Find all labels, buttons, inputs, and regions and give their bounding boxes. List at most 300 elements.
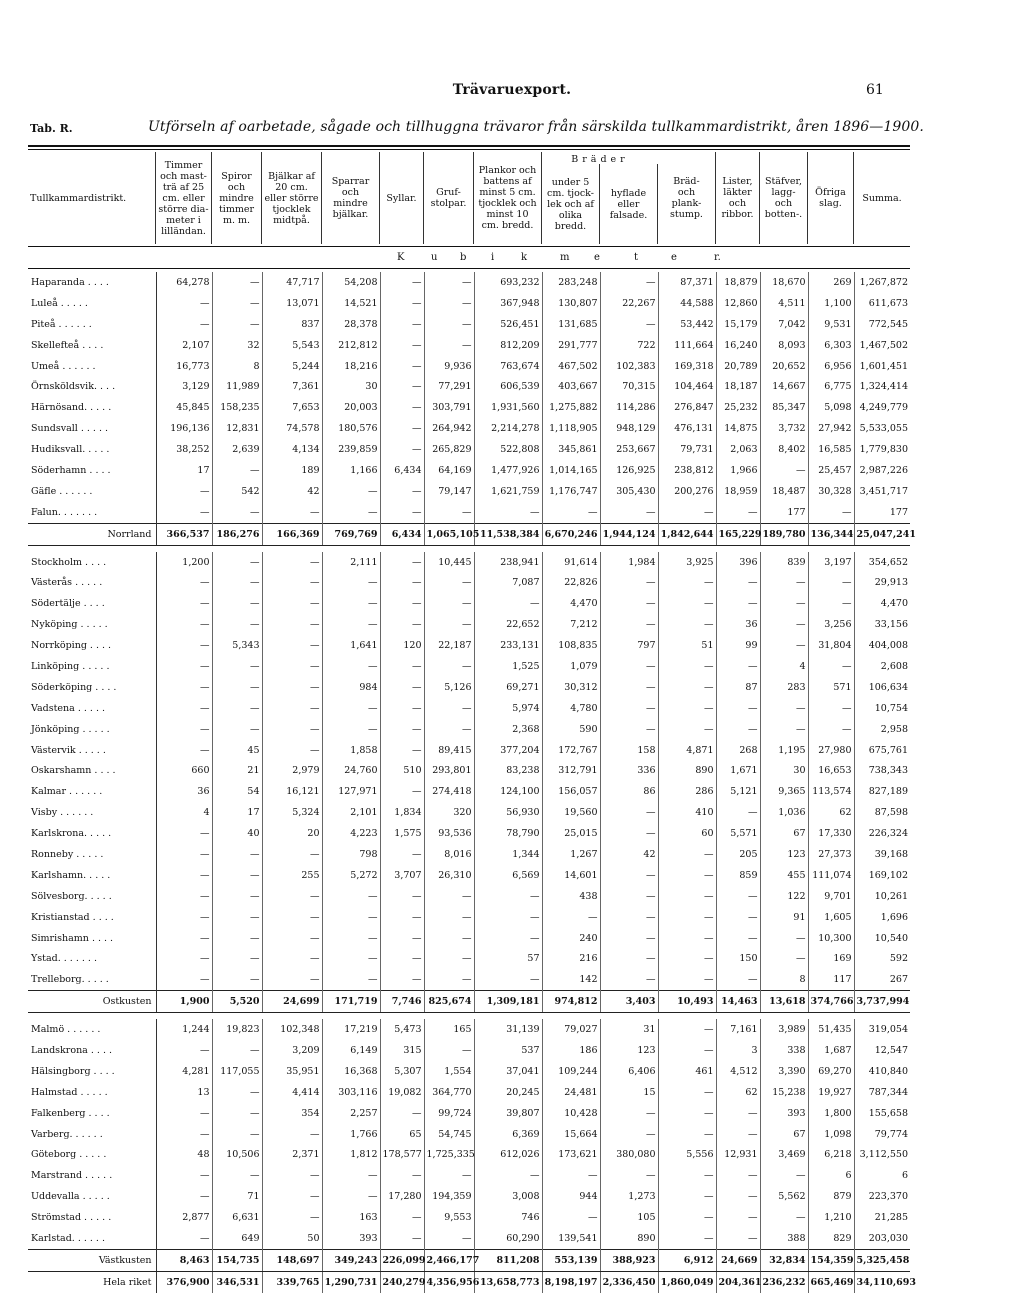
table-cell: — xyxy=(212,677,262,698)
table-cell: — xyxy=(156,865,212,886)
district-name: Kristianstad . . . . xyxy=(28,907,156,928)
table-cell: 274,418 xyxy=(424,781,474,802)
table-cell: 10,493 xyxy=(658,991,716,1013)
table-cell: 6,303 xyxy=(808,335,854,356)
col-header-spiror: Spiror och mindre timmer m. m. xyxy=(212,152,262,244)
table-cell: 16,368 xyxy=(322,1061,380,1082)
table-cell: 180,576 xyxy=(322,418,380,439)
table-cell: — xyxy=(262,844,322,865)
table-cell: 5,098 xyxy=(808,397,854,418)
table-cell: — xyxy=(156,928,212,949)
table-cell: 17,219 xyxy=(322,1019,380,1040)
table-cell: 2,608 xyxy=(880,660,908,672)
table-cell: 177 xyxy=(760,502,808,523)
subtotal-row xyxy=(28,523,910,545)
table-cell: — xyxy=(322,698,380,719)
table-cell: 267 xyxy=(889,974,908,986)
table-cell: — xyxy=(716,1165,760,1186)
table-cell: 238,812 xyxy=(658,460,716,481)
table-cell: 238,941 xyxy=(474,552,542,573)
table-cell: 315 xyxy=(380,1040,424,1061)
table-cell: 19,823 xyxy=(212,1019,262,1040)
table-cell: 526,451 xyxy=(474,314,542,335)
table-cell: 1,766 xyxy=(322,1124,380,1145)
table-cell: 31,139 xyxy=(474,1019,542,1040)
table-cell: 8,093 xyxy=(760,335,808,356)
district-name: Härnösand. . . . . xyxy=(28,397,156,418)
table-cell: 7,087 xyxy=(474,572,542,593)
unit-letter: u xyxy=(431,252,438,263)
table-cell: 108,835 xyxy=(542,635,600,656)
table-cell: — xyxy=(658,949,716,970)
table-cell: 186,276 xyxy=(212,523,262,545)
table-cell: 722 xyxy=(600,335,658,356)
table-cell: 13,071 xyxy=(262,293,322,314)
table-cell: — xyxy=(322,502,380,523)
table-cell: 1,800 xyxy=(808,1103,854,1124)
table-cell: — xyxy=(424,886,474,907)
table-cell: 7,161 xyxy=(716,1019,760,1040)
table-cell: 1,725,335 xyxy=(424,1145,474,1166)
table-cell: 74,578 xyxy=(262,418,322,439)
table-cell: 4,470 xyxy=(880,598,908,610)
table-cell: 122 xyxy=(760,886,808,907)
table-cell: — xyxy=(212,698,262,719)
table-cell: — xyxy=(322,886,380,907)
table-row xyxy=(28,844,910,865)
district-name: Simrishamn . . . . xyxy=(28,928,156,949)
table-row xyxy=(28,314,910,335)
table-cell: 403,667 xyxy=(542,376,600,397)
table-row xyxy=(28,677,910,698)
table-cell: 203,030 xyxy=(868,1233,908,1245)
district-name: Landskrona . . . . xyxy=(28,1040,156,1061)
table-cell: 13,658,773 xyxy=(474,1271,542,1292)
table-cell: — xyxy=(424,656,474,677)
table-cell: — xyxy=(760,593,808,614)
table-cell: — xyxy=(156,907,212,928)
table-cell: 283,248 xyxy=(542,272,600,293)
table-cell: 240 xyxy=(542,928,600,949)
table-cell: 859 xyxy=(716,865,760,886)
table-cell: 738,343 xyxy=(868,765,908,777)
table-cell: 205 xyxy=(716,844,760,865)
table-cell: 16,585 xyxy=(808,439,854,460)
district-name: Kalmar . . . . . . xyxy=(28,781,156,802)
col-header-bjalkar: Bjälkar af 20 cm. eller större tjocklek midtpå. xyxy=(262,152,322,244)
table-row xyxy=(28,293,910,314)
table-cell: — xyxy=(760,572,808,593)
table-cell: — xyxy=(658,572,716,593)
table-cell: — xyxy=(380,293,424,314)
table-cell: 2,958 xyxy=(880,723,908,735)
district-name: Piteå . . . . . . xyxy=(28,314,156,335)
table-cell: — xyxy=(262,614,322,635)
table-cell: 5,571 xyxy=(716,823,760,844)
table-cell: — xyxy=(658,1082,716,1103)
table-row xyxy=(28,740,910,761)
table-cell: 142 xyxy=(542,969,600,990)
table-cell: 18,670 xyxy=(760,272,808,293)
district-name: Karlskrona. . . . . xyxy=(28,823,156,844)
district-name: Karlshamn. . . . . xyxy=(28,865,156,886)
table-cell: 5,974 xyxy=(474,698,542,719)
table-cell: — xyxy=(212,844,262,865)
table-cell: 253,667 xyxy=(600,439,658,460)
table-cell: — xyxy=(262,1207,322,1228)
table-cell: 155,658 xyxy=(868,1107,908,1119)
table-cell: 1,687 xyxy=(808,1040,854,1061)
table-cell: 9,531 xyxy=(808,314,854,335)
table-cell: 6,406 xyxy=(600,1061,658,1082)
table-cell: — xyxy=(658,1165,716,1186)
table-cell: 4,223 xyxy=(322,823,380,844)
table-cell: 510 xyxy=(380,760,424,781)
table-row xyxy=(28,698,910,719)
table-cell: 303,791 xyxy=(424,397,474,418)
col-header-sparrar: Sparrar och mindre bjälkar. xyxy=(322,152,380,244)
table-cell: 37,041 xyxy=(474,1061,542,1082)
table-cell: 212,812 xyxy=(322,335,380,356)
table-cell: — xyxy=(600,719,658,740)
table-cell: — xyxy=(380,698,424,719)
table-cell: — xyxy=(424,314,474,335)
table-cell: 171,719 xyxy=(322,991,380,1013)
table-cell: 837 xyxy=(262,314,322,335)
table-cell: — xyxy=(658,719,716,740)
table-cell: — xyxy=(600,928,658,949)
table-cell: 16,240 xyxy=(716,335,760,356)
table-cell: 12,547 xyxy=(874,1045,908,1056)
table-cell: 305,430 xyxy=(600,481,658,502)
table-cell: 109,244 xyxy=(542,1061,600,1082)
table-cell: — xyxy=(156,502,212,523)
table-cell: 156,057 xyxy=(542,781,600,802)
table-cell: — xyxy=(322,719,380,740)
table-cell: 393 xyxy=(760,1103,808,1124)
table-cell: 64,169 xyxy=(424,460,474,481)
table-cell: — xyxy=(156,481,212,502)
table-cell: 169,102 xyxy=(868,869,908,881)
table-cell: — xyxy=(658,656,716,677)
table-cell: 6,434 xyxy=(380,523,424,545)
table-cell: 91 xyxy=(760,907,808,928)
table-row xyxy=(28,439,910,460)
table-row xyxy=(28,949,910,970)
table-cell: 40 xyxy=(212,823,262,844)
table-cell: — xyxy=(262,740,322,761)
district-name: Halmstad . . . . . xyxy=(28,1082,156,1103)
table-cell: 172,767 xyxy=(542,740,600,761)
table-cell: 1,671 xyxy=(716,760,760,781)
table-cell: — xyxy=(322,614,380,635)
table-cell: 20 xyxy=(262,823,322,844)
table-cell: 34,110,693 xyxy=(854,1271,910,1292)
table-cell: 123 xyxy=(600,1040,658,1061)
table-cell: — xyxy=(658,614,716,635)
table-cell: — xyxy=(380,397,424,418)
district-name: Visby . . . . . . xyxy=(28,802,156,823)
table-cell: 15,664 xyxy=(542,1124,600,1145)
table-cell: 10,445 xyxy=(424,552,474,573)
table-cell: 769,769 xyxy=(322,523,380,545)
table-cell: 8 xyxy=(212,356,262,377)
table-cell: 3,112,550 xyxy=(859,1149,908,1161)
table-cell: — xyxy=(600,656,658,677)
table-cell: 3 xyxy=(716,1040,760,1061)
table-cell: — xyxy=(212,969,262,990)
table-cell: 18,216 xyxy=(322,356,380,377)
table-cell: — xyxy=(212,572,262,593)
table-cell: 200,276 xyxy=(658,481,716,502)
table-cell: 9,936 xyxy=(424,356,474,377)
table-cell: 10,428 xyxy=(542,1103,600,1124)
table-cell: 44,588 xyxy=(658,293,716,314)
table-row xyxy=(28,272,910,293)
table-cell: — xyxy=(262,593,322,614)
table-cell: — xyxy=(600,949,658,970)
table-cell: 8,198,197 xyxy=(542,1271,600,1292)
table-cell: 35,951 xyxy=(262,1061,322,1082)
table-cell: — xyxy=(600,614,658,635)
table-cell: — xyxy=(760,719,808,740)
table-cell: — xyxy=(716,1186,760,1207)
table-cell: 10,300 xyxy=(808,928,854,949)
table-cell: 30,312 xyxy=(542,677,600,698)
table-cell: 320 xyxy=(424,802,474,823)
district-name: Norrland xyxy=(28,523,156,545)
table-cell: 3,256 xyxy=(808,614,854,635)
table-cell: — xyxy=(760,1207,808,1228)
table-cell: — xyxy=(716,698,760,719)
table-cell: — xyxy=(600,907,658,928)
table-cell: — xyxy=(808,572,854,593)
table-cell: — xyxy=(600,502,658,523)
district-name: Haparanda . . . . xyxy=(28,272,156,293)
table-cell: — xyxy=(156,293,212,314)
table-cell: 1,210 xyxy=(808,1207,854,1228)
unit-letter: k xyxy=(521,252,528,263)
table-cell: 14,875 xyxy=(716,418,760,439)
table-cell: — xyxy=(658,593,716,614)
table-cell: — xyxy=(658,1040,716,1061)
table-cell: 54 xyxy=(212,781,262,802)
table-cell: — xyxy=(212,886,262,907)
unit-letter: b xyxy=(460,252,467,263)
table-cell: 4,281 xyxy=(156,1061,212,1082)
table-cell: 57 xyxy=(474,949,542,970)
table-cell: 158,235 xyxy=(212,397,262,418)
table-cell: — xyxy=(212,272,262,293)
table-cell: 113,574 xyxy=(808,781,854,802)
table-cell: — xyxy=(156,740,212,761)
col-header-bradstump: Bräd- och plank- stump. xyxy=(658,152,716,244)
table-cell: 24,760 xyxy=(322,760,380,781)
table-cell: 3,129 xyxy=(156,376,212,397)
table-cell: — xyxy=(474,969,542,990)
table-cell: 16,121 xyxy=(262,781,322,802)
table-cell: — xyxy=(262,949,322,970)
table-cell: 54,745 xyxy=(424,1124,474,1145)
table-cell: — xyxy=(212,1103,262,1124)
unit-letter: K xyxy=(397,252,405,263)
table-cell: 18,959 xyxy=(716,481,760,502)
table-cell: 5,562 xyxy=(760,1186,808,1207)
table-cell: 30 xyxy=(760,760,808,781)
table-cell: — xyxy=(156,1103,212,1124)
table-cell: — xyxy=(658,969,716,990)
table-cell: — xyxy=(380,949,424,970)
table-cell: 1,176,747 xyxy=(542,481,600,502)
table-cell: — xyxy=(380,552,424,573)
table-cell: 99 xyxy=(716,635,760,656)
table-cell: — xyxy=(156,719,212,740)
table-cell: 62 xyxy=(808,802,854,823)
table-cell: — xyxy=(322,656,380,677)
table-cell: 3,732 xyxy=(760,418,808,439)
table-cell: 772,545 xyxy=(868,318,908,330)
table-cell: 1,605 xyxy=(808,907,854,928)
table-row xyxy=(28,1186,910,1207)
table-cell: — xyxy=(380,886,424,907)
unit-letter: e xyxy=(671,252,677,263)
table-cell: 5,543 xyxy=(262,335,322,356)
table-cell: 798 xyxy=(322,844,380,865)
table-cell: 2,371 xyxy=(262,1145,322,1166)
district-name: Marstrand . . . . . xyxy=(28,1165,156,1186)
table-cell: 158 xyxy=(600,740,658,761)
table-cell: 1,166 xyxy=(322,460,380,481)
table-cell: 42 xyxy=(262,481,322,502)
table-cell: 5,126 xyxy=(424,677,474,698)
table-cell: — xyxy=(716,593,760,614)
table-cell: — xyxy=(658,907,716,928)
district-name: Strömstad . . . . . xyxy=(28,1207,156,1228)
table-cell: — xyxy=(212,1082,262,1103)
table-cell: — xyxy=(808,656,854,677)
district-name: Stockholm . . . . xyxy=(28,552,156,573)
table-cell: — xyxy=(212,865,262,886)
table-cell: 1,267 xyxy=(542,844,600,865)
table-cell: — xyxy=(542,1165,600,1186)
table-cell: 69,270 xyxy=(808,1061,854,1082)
table-cell: — xyxy=(380,314,424,335)
table-cell: 17,330 xyxy=(808,823,854,844)
table-cell: — xyxy=(262,719,322,740)
table-cell: 1,931,560 xyxy=(474,397,542,418)
table-cell: 1,858 xyxy=(322,740,380,761)
table-cell: — xyxy=(424,698,474,719)
table-cell: 1,065,105 xyxy=(424,523,474,545)
table-row xyxy=(28,907,910,928)
district-name: Varberg. . . . . . xyxy=(28,1124,156,1145)
table-cell: — xyxy=(760,698,808,719)
table-cell: 10,754 xyxy=(874,702,908,714)
table-row xyxy=(28,802,910,823)
table-cell: 87 xyxy=(716,677,760,698)
table-cell: 87,371 xyxy=(658,272,716,293)
table-cell: 16,653 xyxy=(808,760,854,781)
table-cell: 9,553 xyxy=(424,1207,474,1228)
table-cell: — xyxy=(156,1124,212,1145)
table-cell: 396 xyxy=(716,552,760,573)
table-cell: 3,197 xyxy=(808,552,854,573)
table-cell: 4,249,779 xyxy=(859,402,908,414)
table-cell: — xyxy=(424,1040,474,1061)
table-cell: 349,243 xyxy=(322,1249,380,1271)
table-cell: 5,556 xyxy=(658,1145,716,1166)
table-cell: 1,900 xyxy=(156,991,212,1013)
table-cell: 105 xyxy=(600,1207,658,1228)
table-cell: — xyxy=(474,928,542,949)
table-cell: 91,614 xyxy=(542,552,600,573)
table-cell: 22,187 xyxy=(424,635,474,656)
table-cell: 31 xyxy=(600,1019,658,1040)
table-cell: 14,601 xyxy=(542,865,600,886)
table-cell: — xyxy=(760,635,808,656)
table-cell: 36 xyxy=(716,614,760,635)
district-name: Göteborg . . . . . xyxy=(28,1145,156,1166)
table-cell: — xyxy=(380,418,424,439)
table-cell: — xyxy=(212,928,262,949)
table-cell: — xyxy=(380,844,424,865)
district-name: Oskarshamn . . . . xyxy=(28,760,156,781)
table-cell: — xyxy=(156,698,212,719)
table-cell: — xyxy=(474,593,542,614)
table-row xyxy=(28,1019,910,1040)
table-cell: 13,618 xyxy=(760,991,808,1013)
table-cell: — xyxy=(380,928,424,949)
district-name: Uddevalla . . . . . xyxy=(28,1186,156,1207)
table-cell: 30,328 xyxy=(808,481,854,502)
table-row xyxy=(28,460,910,481)
table-cell: — xyxy=(760,460,808,481)
col-group-brader: Bräder xyxy=(571,154,629,165)
table-row xyxy=(28,969,910,990)
table-cell: 6,912 xyxy=(658,1249,716,1271)
table-cell: 2,257 xyxy=(322,1103,380,1124)
table-cell: — xyxy=(322,907,380,928)
table-cell: 89,415 xyxy=(424,740,474,761)
table-cell: 890 xyxy=(658,760,716,781)
table-cell: — xyxy=(716,969,760,990)
table-cell: 283 xyxy=(760,677,808,698)
table-cell: 36 xyxy=(156,781,212,802)
district-name: Örnsköldsvik. . . . xyxy=(28,376,156,397)
table-cell: 24,669 xyxy=(716,1249,760,1271)
table-cell: — xyxy=(716,1228,760,1249)
table-cell: 150 xyxy=(716,949,760,970)
table-cell: — xyxy=(474,886,542,907)
table-cell: 367,948 xyxy=(474,293,542,314)
table-cell: 15,238 xyxy=(760,1082,808,1103)
table-cell: 24,481 xyxy=(542,1082,600,1103)
table-cell: 1,200 xyxy=(156,552,212,573)
table-cell: 3,989 xyxy=(760,1019,808,1040)
table-cell: 233,131 xyxy=(474,635,542,656)
col-header-summa: Summa. xyxy=(862,192,902,204)
table-cell: — xyxy=(262,1124,322,1145)
table-cell: — xyxy=(156,1228,212,1249)
district-name: Ystad. . . . . . . xyxy=(28,949,156,970)
unit-rule xyxy=(28,268,910,269)
table-cell: 944 xyxy=(542,1186,600,1207)
table-cell: 120 xyxy=(380,635,424,656)
table-cell: 374,766 xyxy=(808,991,854,1013)
table-cell: 240,279 xyxy=(380,1271,424,1292)
table-cell: 5,324 xyxy=(262,802,322,823)
table-cell: 5,121 xyxy=(716,781,760,802)
